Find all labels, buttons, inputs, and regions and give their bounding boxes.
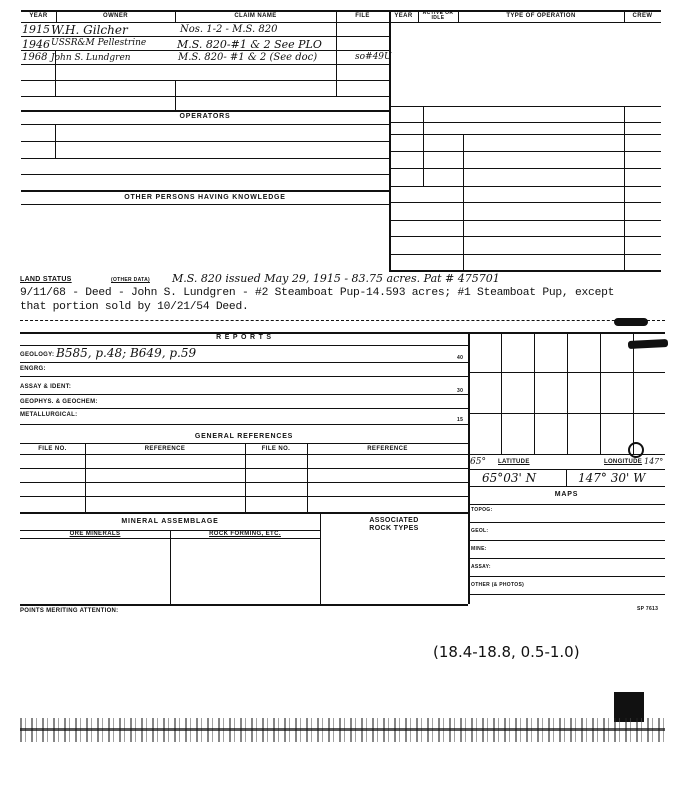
geophys-label: GEOPHYS. & GEOCHEM: <box>20 399 98 405</box>
ref-header-reference-1: REFERENCE <box>144 446 186 452</box>
lat-prefix: 65° <box>470 457 486 467</box>
lon-suffix: 147° <box>644 457 664 466</box>
land-status-sublabel: (OTHER DATA) <box>111 277 150 283</box>
header-crew: CREW <box>632 13 653 19</box>
header-active-idle: ACTIVE OR IDLE <box>422 10 454 21</box>
land-status-typed-line2: that portion sold by 10/21/54 Deed. <box>20 301 249 313</box>
form-number: SP 7613 <box>637 606 659 612</box>
header-owner: OWNER <box>103 13 128 19</box>
scan-blot-top-right <box>614 318 648 326</box>
reports-title: R E P O R T S <box>216 334 272 341</box>
header-year: YEAR <box>29 13 48 19</box>
associated-rock-types-line2: ROCK TYPES <box>369 525 419 532</box>
operators-title: OPERATORS <box>179 113 231 120</box>
row-3-file: so#49U <box>355 52 392 62</box>
ref-header-file-no-2: FILE NO. <box>261 446 291 452</box>
side-number-30: 30 <box>457 388 464 394</box>
maps-mine-label: MINE: <box>471 546 487 552</box>
maps-section <box>468 504 665 604</box>
header-claim-name: CLAIM NAME <box>234 13 277 19</box>
longitude-label: LONGITUDE <box>604 459 643 465</box>
row-3-year: 1968 <box>22 52 48 63</box>
land-status-typed-line1: 9/11/68 - Deed - John S. Lundgren - #2 Steamboat Pup-14.593 acres; #1 Steamboat Pup, except <box>20 287 615 299</box>
knowledge-title: OTHER PERSONS HAVING KNOWLEDGE <box>124 194 286 201</box>
header-op-year: YEAR <box>394 13 413 19</box>
maps-other-label: OTHER (& PHOTOS) <box>471 582 525 588</box>
land-status-section <box>20 270 665 326</box>
row-2-owner: USSR&M Pellestrine <box>51 38 147 48</box>
knowledge-section <box>21 190 389 270</box>
reports-section <box>20 332 468 430</box>
rock-forming-header: ROCK FORMING, ETC. <box>209 531 281 537</box>
engrg-label: ENGRG: <box>20 366 46 372</box>
ore-minerals-header: ORE MINERALS <box>69 531 121 537</box>
side-number-40: 40 <box>457 355 464 361</box>
geology-value: B585, p.48; B649, p.59 <box>56 346 197 360</box>
row-2-year: 1946 <box>22 38 50 51</box>
maps-geol-label: GEOL: <box>471 528 489 534</box>
circle-mark-icon <box>628 442 644 458</box>
location-grid <box>468 332 665 454</box>
header-file: FILE <box>355 13 370 19</box>
latitude-value: 65°03' N <box>482 471 537 485</box>
row-1-owner: W.H. Gilcher <box>51 23 128 37</box>
land-status-label: LAND STATUS <box>20 276 72 283</box>
land-status-handwritten: M.S. 820 issued May 29, 1915 - 83.75 acres. Pat # 475701 <box>172 272 500 285</box>
row-1-year: 1915 <box>22 23 50 36</box>
metallurgical-label: METALLURGICAL: <box>20 412 78 418</box>
row-1-claim: Nos. 1-2 - M.S. 820 <box>180 24 278 35</box>
header-type-of-operation: TYPE OF OPERATION <box>506 13 576 19</box>
mineral-assemblage-section <box>20 512 468 604</box>
points-meriting-attention-label: POINTS MERITING ATTENTION: <box>20 608 119 614</box>
general-references-section <box>20 430 468 512</box>
handwritten-coordinate-note: (18.4-18.8, 0.5-1.0) <box>433 643 580 661</box>
row-3-owner: John S. Lundgren <box>51 53 131 63</box>
row-2-claim: M.S. 820-#1 & 2 See PLO <box>177 38 322 51</box>
maps-topog-label: TOPOG: <box>471 507 493 513</box>
operation-table <box>389 10 661 270</box>
ref-header-reference-2: REFERENCE <box>367 446 408 452</box>
coordinates-box <box>468 454 665 504</box>
latitude-label: LATITUDE <box>498 459 530 465</box>
longitude-value: 147° 30' W <box>578 471 646 485</box>
associated-rock-types-line1: ASSOCIATED <box>369 517 419 524</box>
ownership-table <box>21 10 392 110</box>
general-references-title: GENERAL REFERENCES <box>194 433 294 440</box>
maps-assay-label: ASSAY: <box>471 564 491 570</box>
row-3-claim: M.S. 820- #1 & 2 (See doc) <box>178 52 318 63</box>
geology-label: GEOLOGY: <box>20 352 55 358</box>
scan-noise-line <box>20 728 665 731</box>
side-number-15: 15 <box>457 417 464 423</box>
operators-section <box>21 110 389 190</box>
ref-header-file-no-1: FILE NO. <box>38 446 67 452</box>
assay-ident-label: ASSAY & IDENT: <box>20 384 72 390</box>
mineral-assemblage-title: MINERAL ASSEMBLAGE <box>121 518 219 525</box>
maps-title: MAPS <box>554 491 579 498</box>
